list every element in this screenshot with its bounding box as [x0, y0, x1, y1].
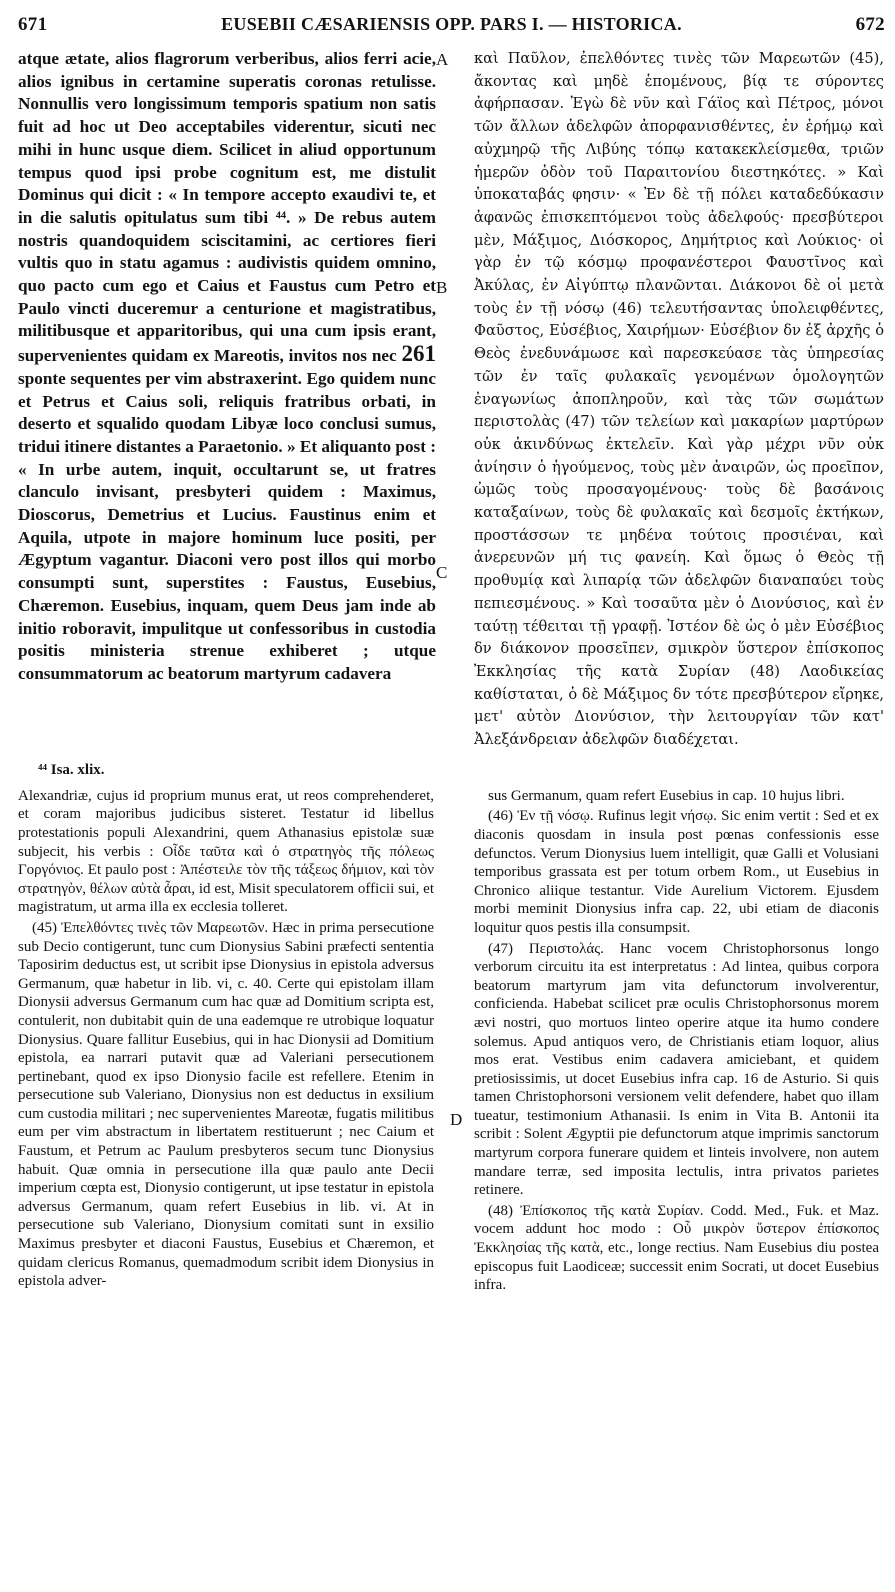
running-title: EUSEBII CÆSARIENSIS OPP. PARS I. — HISTORICA. — [221, 14, 682, 34]
running-head — [18, 14, 885, 48]
note-48: (48) Ἐπίσκοπος τῆς κατὰ Συρίαν. Codd. Med., Fuk. et Maz. vocem addunt hoc modo : Οὗ μικρὸν ὕστερον ἐπίσκοπος Ἐκκλησίας τῆς κατὰ, etc., longe rectius. Nam Eusebius diu postea episcopus fuit Laodiceæ; successit enim Socrati, ut docet Eusebius infra. — [474, 1202, 879, 1294]
greek-column — [474, 48, 884, 752]
note-continued: Alexandriæ, cujus id proprium munus erat, ut reos comprehenderet, et coram majoribus judicibus sisteret. Testatur id libellus protestationis populi Alexandrini, quem Athanasius epistolæ suæ subjecit, his verbis : Οἶδε ταῦτα καὶ ὁ στρατηγὸς τῆς πόλεως Γοργόνιος. Et paulo post : Ἀπέστειλε τὸν τῆς τάξεως δήμιον, καὶ τὸν στρατηγὸν, θέλων αὐτὰ ἆραι, id est, Misit speculatorem officii sui, et magistratum, ut arma illa ex ecclesia tolleret. — [18, 787, 434, 916]
margin-letter-d: D — [450, 1109, 463, 1129]
page-number-left: 671 — [18, 14, 48, 35]
notes-row — [18, 787, 885, 1297]
note-45: (45) Ἐπελθόντες τινὲς τῶν Μαρεωτῶν. Hæc in prima persecutione sub Decio contigerunt, tunc cum Dionysius Sabini præfecti sententia Taposirim deductus est, ut scribit ipse Dionysius in epistola adversus Germanum, quæ habetur in lib. vi, c. 40. Certe qui epistolam illam Dionysii adversus Germanum cum hac quæ ad Domitium scripta est, contulerit, non dubitabit quin de una eademque re utrobique loquatur Dionysius. Quare fallitur Eusebius, qui in hac Dionysii ad Domitium epistola, ea narrari putavit quæ ad Valeriani persecutionem pertinebant, quod ex ipso Dionysio facile est refellere. Etenim in persecutione sub Valeriano, Dionysius non est deductus in exsilium cum custodia militari ; nec supervenientes Mareotæ, fugatis militibus eum per vim abstractum in libertatem restituerunt ; nec Caium et Faustum, et Petrum ac Paulum presbyteros secum tunc Dionysius habuit. Quæ omnia in persecutione illa quæ paulo ante Decii imperium cœpta est, Dionysio contigerunt, ut ipse testatur in epistola adversus Germanum, quam refert Eusebius in lib. vi. At in persecutione sub Valeriano, Dionysium comitati sunt in exsilio Maximus presbyter et diaconi Faustus, Eusebius et Chæremon, et quidam clericus Romanus, quemadmodum scribit idem Dionysius in epistola adver- — [18, 919, 434, 1290]
margin-letter-b: B — [436, 278, 448, 297]
greek-paragraph: καὶ Παῦλον, ἐπελθόντες τινὲς τῶν Μαρεωτῶν (45), ἄκοντας καὶ μηδὲ ἑπομένους, βίᾳ τε σύροντες ἀφήρπασαν. Ἐγὼ δὲ νῦν καὶ Γάϊος καὶ Πέτρος, μόνοι τῶν ἄλλων ἀδελφῶν ἀπορφανισθέντες, ἐν ἐρήμῳ καὶ αὐχμηρῷ τῆς Λιβύης τόπῳ κατακεκλείσμεθα, τριῶν ἡμερῶν ὁδὸν τοῦ Παραιτονίου διεστηκότες. » Καὶ ὑποκαταβάς φησιν· « Ἐν δὲ τῇ πόλει καταδεδύκασιν ἀφανῶς ἐπισκεπτόμενοι τοὺς ἀδελφούς· πρεσβύτεροι μὲν, Μάξιμος, Διόσκορος, Δημήτριος καὶ Λούκιος· οἱ γὰρ ἐν τῷ κόσμῳ προφανέστεροι Φαυστῖνος καὶ Ἀκύλας, ἐν Αἰγύπτῳ πλανῶνται. Διάκονοι δὲ οἱ μετὰ τοὺς ἐν τῇ νόσῳ (46) τελευτήσαντας ὑπολειφθέντες, Φαῦστος, Εὐσέβιος, Χαιρήμων· Εὐσέβιον δν ἐξ ἀρχῆς ὁ Θεὸς ἐνεδυνάμωσε καὶ παρεσκεύασε τὰς ὑπηρεσίας τῶν ἐν ταῖς φυλακαῖς γενομένων ὁμολογητῶν ἐναγωνίως ἀποπληροῦν, καὶ τὰς τῶν σωμάτων περιστολὰς (47) τῶν τελείων καὶ μακαρίων μαρτύρων οὐκ ἀκινδύνως ἐκτελεῖν. Καὶ γὰρ μέχρι νῦν οὐκ ἀνίησιν ὁ ἡγούμενος, τοὺς μὲν ἀναιρῶν, ὡς προεῖπον, ὠμῶς τοὺς προσαγομένους· τοὺς δὲ βασάνοις καταξαίνων, τοὺς δὲ φυλακαῖς καὶ δεσμοῖς ἐκτήκων, προστάσσων τε μηδένα τούτοις προσιέναι, καὶ ἀνερευνῶν μή τις φανείη. Καὶ ὅμως ὁ Θεὸς τῇ προθυμίᾳ καὶ λιπαρίᾳ τῶν ἀδελφῶν διαναπαύει τοὺς πεπιεσμένους. » Καὶ τοσαῦτα μὲν ὁ Διονύσιος, καὶ ἐν ταύτῃ τέθειται τῇ γραφῇ. Ἰστέον δὲ ὡς ὁ μὲν Εὐσέβιος δν διάκονον προσεῖπεν, σμικρὸν ὕστερον ἐπίσκοπος Ἐκκλησίας τῆς κατὰ Συρίαν (48) Λαοδικείας καθίσταται, ὁ δὲ Μάξιμος δν τότε πρεσβύτερον εἴρηκε, μετ' αὐτὸν Διονύσιον, τὴν λειτουργίαν τῶν κατ' Ἀλεξάνδρειαν ἀδελφῶν διαδέχεται. — [474, 50, 884, 749]
latin-text-1: atque ætate, alios flagrorum verberibus, alios ferri acie, alios ignibus in certamine superatis coronas retulisse. Nonnullis vero longissimum temporis spatium non satis fuit ad hoc ut Deo acceptabiles viderentur, sicuti nec mihi in hunc usque diem. Scilicet in aliud opportunum tempus quod ipsi probe cognitum est, me distulit Dominus qui dicit : « In tempore accepto exaudivi te, et in die salutis opitulatus sum tibi ⁴⁴. » De rebus autem nostris quandoquidem sciscitamini, ac certiores fieri vultis quo in statu agamus : audivistis quidem omnino, quo pacto cum ego et Caius et Faustus cum Petro et Paulo vincti duceremur a centurione et magistratibus, militibusque et apparitoribus, qui una cum ipsis erant, supervenientes quidam ex Mareotis, invitos nos nec — [18, 49, 436, 366]
notes-left-column — [18, 787, 434, 1297]
latin-column — [18, 48, 436, 752]
latin-text-2: sponte sequentes per vim abstraxerint. Ego quidem nunc et Petrus et Caius soli, reliquis fratribus orbati, in deserto et squalido quodam Libyæ loco conclusi sumus, tridui itinere distantes a Paraetonio. » Et aliquanto post : « In urbe autem, inquit, occultarunt se, ut fratres clanculo invisant, presbyteri quidem : Maximus, Dioscorus, Demetrius et Lucius. Faustinus enim et Aquila, utpote in majore hominum luce positi, per Ægyptum vagantur. Diaconi vero post illos qui morbo consumpti sunt, superstites : Faustus, Eusebius, Chæremon. Eusebius, inquam, quem Deus jam inde ab initio roboravit, impulitque ut confessoribus in custodia positis ministeria strenue exhiberet ; utque consummatorum ac beatorum martyrum cadavera — [18, 368, 436, 683]
note-continued-right: sus Germanum, quam refert Eusebius in cap. 10 hujus libri. — [488, 787, 845, 804]
latin-paragraph — [18, 48, 436, 686]
notes-right-column — [474, 787, 879, 1297]
scripture-footnote: ⁴⁴ Isa. xlix. — [38, 761, 105, 778]
page-number-right: 672 — [855, 14, 885, 35]
note-46: (46) Ἐν τῇ νόσῳ. Rufinus legit νήσῳ. Sic enim vertit : Sed et ex diaconis quosdam in insula post pœnas confessionis esse defunctos. Verum Dionysius luem intelligit, quæ Galli et Volusiani temporibus grassata est per totum orbem Rom., ut Eusebius in Chronico aliique testantur. Vide Aurelium Victorem. Ejusdem morbi meminit Dionysius infra cap. 22, ubi etiam de diaconis loquitur quos pestis illa consumpsit. — [474, 808, 879, 936]
note-47: (47) Περιστολάς. Hanc vocem Christophorsonus longo verborum circuitu ita est interpretatus : Ad lintea, quibus corpora beatorum martyrum jam vita defunctorum involverentur, conficienda. Habebat scilicet præ oculis Christophorsonus morem ævi nostri, quo mortuos linteo operire atque ita humo condere solemus. Apud antiquos vero, de Christianis etiam loquor, alius mos erat. Vestibus enim cadavera amiciebant, et quidem pretiosissimis, ut docet Eusebius infra cap. 16 de Asturio. Si quis tamen Christophorsoni versionem velit defendere, habet quo illam tueatur, testimonium Athanasii. Is enim in Vita B. Antonii ita scribit : Solent Ægyptii pie defunctorum atque imprimis sanctorum martyrum corpora funerare quidem et linteis involvere, non autem mandare terræ, sed imposita lectulis, intra privatos parietes retinere. — [474, 940, 879, 1199]
margin-letter-c: C — [436, 563, 448, 582]
main-text-row — [18, 48, 885, 752]
margin-letter-a: A — [436, 50, 449, 69]
column-number: 261 — [401, 341, 436, 367]
